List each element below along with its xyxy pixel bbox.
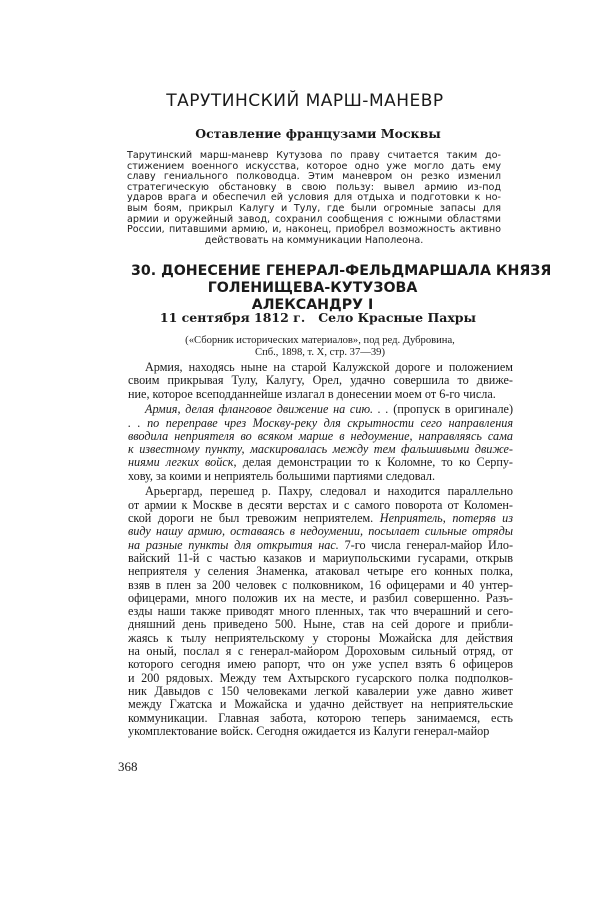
- text: ние, которое всеподданнейше излагал в донесении моем от 6-го числа.: [128, 386, 496, 401]
- italic-text: . . по переправе чрез Москву-реку для скрытности сего направления: [128, 415, 513, 430]
- page-number: 368: [118, 759, 138, 774]
- body-line: [128, 658, 513, 671]
- text: взяв в плен за 200 человек с полковником, 16 офицерами и 40 унтер-: [128, 577, 513, 592]
- intro-line: Тарутинский марш-маневр Кутузова по праву считается таким до-: [127, 150, 501, 161]
- text: ник Давыдов с 150 человеками легкой кавалерии уже давно живет: [128, 683, 513, 698]
- text: на оный, послал я с генерал-майором Дороховым сильный отряд, от: [128, 644, 513, 659]
- source-line: Спб., 1898, т. X, стр. 37—39): [255, 347, 385, 358]
- body-line: [128, 417, 513, 430]
- text: вайский 11-й с частью казаков и мариупольскими гусарами, открыв: [128, 550, 513, 565]
- text: 7-го числа генерал-майор Ило-: [338, 537, 513, 552]
- body-line: [128, 685, 513, 698]
- section-subtitle: Оставление французами Москвы: [195, 126, 441, 141]
- body-line: [128, 552, 513, 565]
- body-line: [128, 388, 513, 401]
- body-line: [128, 539, 513, 552]
- body-line: [128, 512, 513, 525]
- body-line: [128, 565, 513, 578]
- body-line: [128, 645, 513, 658]
- document-heading-line-1: 30. ДОНЕСЕНИЕ ГЕНЕРАЛ-ФЕЛЬДМАРШАЛА КНЯЗЯ: [131, 263, 552, 279]
- body-line: [128, 443, 513, 456]
- body-line: [128, 525, 513, 538]
- body-paragraph: [128, 361, 513, 401]
- text: от армии к Москве в десяти верстах и с самого поворота от Коломен-: [128, 497, 513, 512]
- text: между Гжатска и Можайска и удачно действует на неприятельские: [128, 697, 513, 712]
- intro-paragraph: [127, 151, 501, 246]
- italic-text: виду нашу армию, оставаясь в недоумении, посылает сильные отряды: [128, 524, 513, 539]
- body-line: [128, 403, 513, 416]
- body-line: [128, 592, 513, 605]
- intro-line: вым боям, прикрыл Калугу и Тулу, где были огромные запасы для: [127, 202, 501, 214]
- text: которого сегодня имею рапорт, что он уже успел взять 6 офицеров: [128, 657, 513, 672]
- body-line: [128, 672, 513, 685]
- italic-text: к известному пункту, маскировалась между тем фальшивыми движе-: [128, 442, 513, 457]
- document-heading-line-2: ГОЛЕНИЩЕВА-КУТУЗОВА АЛЕКСАНДРУ I: [207, 280, 418, 313]
- body-line: [128, 712, 513, 725]
- date-place: 11 сентября 1812 г. Село Красные Пахры: [159, 310, 477, 325]
- text: своим прикрывая Тулу, Калугу, Орел, удачно совершила то движе-: [128, 373, 513, 388]
- body-line: [128, 499, 513, 512]
- text: неприятеля у селения Знаменка, атаковал четыре его конных полка,: [128, 564, 513, 579]
- text: ской дороги не был тревожим неприятелем.: [128, 511, 380, 526]
- body-line: [128, 485, 513, 498]
- text: коммуникации. Главная забота, которою теперь занимаемся, есть: [128, 710, 513, 725]
- text: Армия, находясь ныне на старой Калужской дороге и положением: [145, 360, 513, 374]
- document-heading: [131, 263, 552, 314]
- body-paragraph: [128, 485, 513, 738]
- italic-text: Неприятель, потеряв из: [379, 511, 514, 526]
- intro-line: стратегическую обстановку в свою пользу: вывел армию из-под: [127, 181, 501, 193]
- body-line: [128, 632, 513, 645]
- body-line: [128, 374, 513, 387]
- body-line: [128, 725, 513, 738]
- intro-line: стижением военного искусства, которое одно уже могло дать ему: [127, 160, 501, 172]
- body-line: [128, 470, 513, 483]
- italic-text: ниями легких войск,: [128, 455, 237, 470]
- intro-line: армии и оружейный завод, сохранил сообщения с южными областями: [127, 213, 501, 225]
- intro-line: ударов врага и обеспечил ей условия для отдыха и подготовки к но-: [127, 192, 501, 204]
- body-line: [128, 618, 513, 631]
- body-paragraph: [128, 403, 513, 483]
- body-line: [128, 361, 513, 374]
- text: дняшний день приведено 500. Ныне, став на сей дороге и прибли-: [128, 617, 513, 632]
- document-body: [128, 361, 513, 740]
- source-citation: [120, 335, 520, 359]
- body-line: [128, 430, 513, 443]
- intro-line: России, питавшими армию, и, наконец, приобрел возможность активно: [127, 224, 501, 236]
- italic-text: Армия, делая фланговое движение на сию. . .: [145, 402, 389, 417]
- text: офицерами, много положив их на месте, и разбил совершенно. Разъ-: [128, 590, 513, 605]
- text: хову, за коими и неприятель большими партиями следовал.: [128, 468, 435, 483]
- intro-line: действовать на коммуникации Наполеона.: [204, 234, 424, 246]
- text: езды наши также приводят много пленных, так что вчерашний и сего-: [128, 604, 513, 619]
- text: и 200 рядовых. Между тем Ахтырского гусарского полка подполков-: [128, 670, 513, 685]
- text: жаясь к тылу неприятельскому у стороны Можайска для действия: [128, 630, 513, 645]
- text: (пропуск в оригинале): [388, 402, 513, 417]
- text: делая демонстрации то к Коломне, то ко Серпу-: [236, 455, 513, 470]
- body-line: [128, 698, 513, 711]
- intro-line: славу гениального полководца. Этим маневром он резко изменил: [127, 171, 501, 183]
- text: укомплектование войск. Сегодня ожидается из Калуги генерал-майор: [128, 723, 490, 738]
- italic-text: вводила неприятеля во всяком марше в недоумение, направляясь сама: [128, 428, 513, 443]
- text: Арьергард, перешед р. Пахру, следовал и находится параллельно: [145, 484, 513, 499]
- body-line: [128, 579, 513, 592]
- italic-text: на разные пункты для открытия нас.: [128, 537, 339, 552]
- body-line: [128, 605, 513, 618]
- chapter-title: ТАРУТИНСКИЙ МАРШ-МАНЕВР: [166, 91, 444, 111]
- source-line: («Сборник исторических материалов», под ред. Дубровина,: [185, 335, 455, 346]
- body-line: [128, 456, 513, 469]
